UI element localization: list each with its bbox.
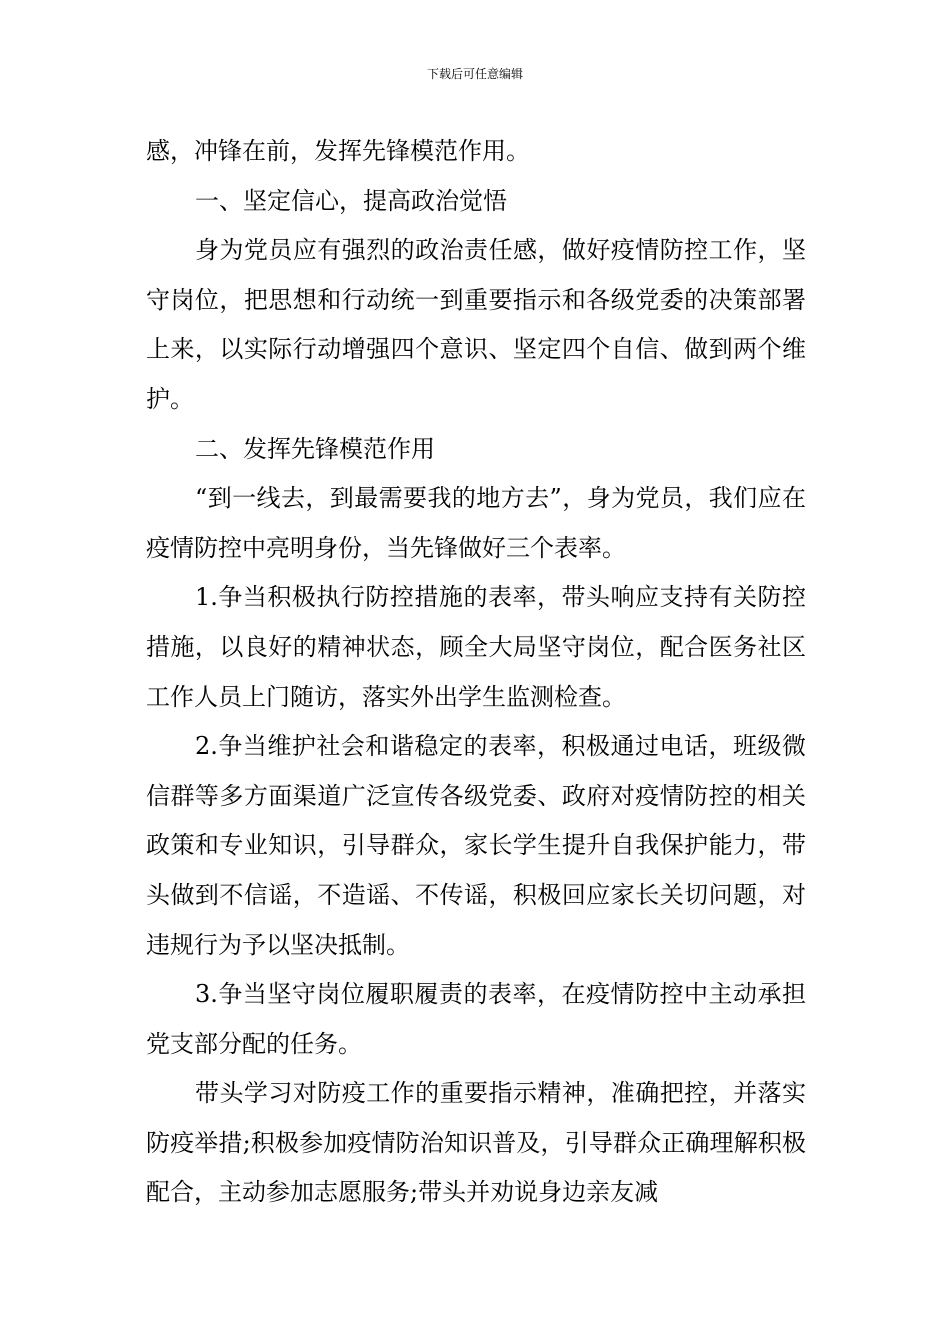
list-item-2: 2.争当维护社会和谐稳定的表率，积极通过电话，班级微信群等多方面渠道广泛宣传各级党委、政府对疫情防控的相关政策和专业知识，引导群众，家长学生提升自我保护能力，带头做到不信谣，不造谣、不传谣，积极回应家长关切问题，对违规行为予以坚决抵制。 xyxy=(146,732,806,959)
paragraph: 带头学习对防疫工作的重要指示精神，准确把控，并落实防疫举措;积极参加疫情防治知识普及，引导群众正确理解积极配合，主动参加志愿服务;带头并劝说身边亲友减 xyxy=(146,1079,806,1207)
list-item-1: 1.争当积极执行防控措施的表率，带头响应支持有关防控措施，以良好的精神状态，顾全大局坚守岗位，配合医务社区工作人员上门随访，落实外出学生监测检查。 xyxy=(146,583,806,711)
paragraph-continuation: 感，冲锋在前，发挥先锋模范作用。 xyxy=(146,137,530,165)
list-item-3: 3.争当坚守岗位履职履责的表率，在疫情防控中主动承担党支部分配的任务。 xyxy=(146,980,806,1058)
paragraph: 身为党员应有强烈的政治责任感，做好疫情防控工作，坚守岗位，把思想和行动统一到重要指示和各级党委的决策部署上来，以实际行动增强四个意识、坚定四个自信、做到两个维护。 xyxy=(146,236,806,413)
page-header: 下载后可任意编辑 xyxy=(426,67,523,81)
document-body xyxy=(146,127,806,1218)
section-heading-2: 二、发挥先锋模范作用 xyxy=(195,434,435,463)
section-heading-1: 一、坚定信心，提高政治觉悟 xyxy=(195,186,507,215)
paragraph: “到一线去，到最需要我的地方去”，身为党员，我们应在疫情防控中亮明身份，当先锋做好三个表率。 xyxy=(146,484,806,562)
